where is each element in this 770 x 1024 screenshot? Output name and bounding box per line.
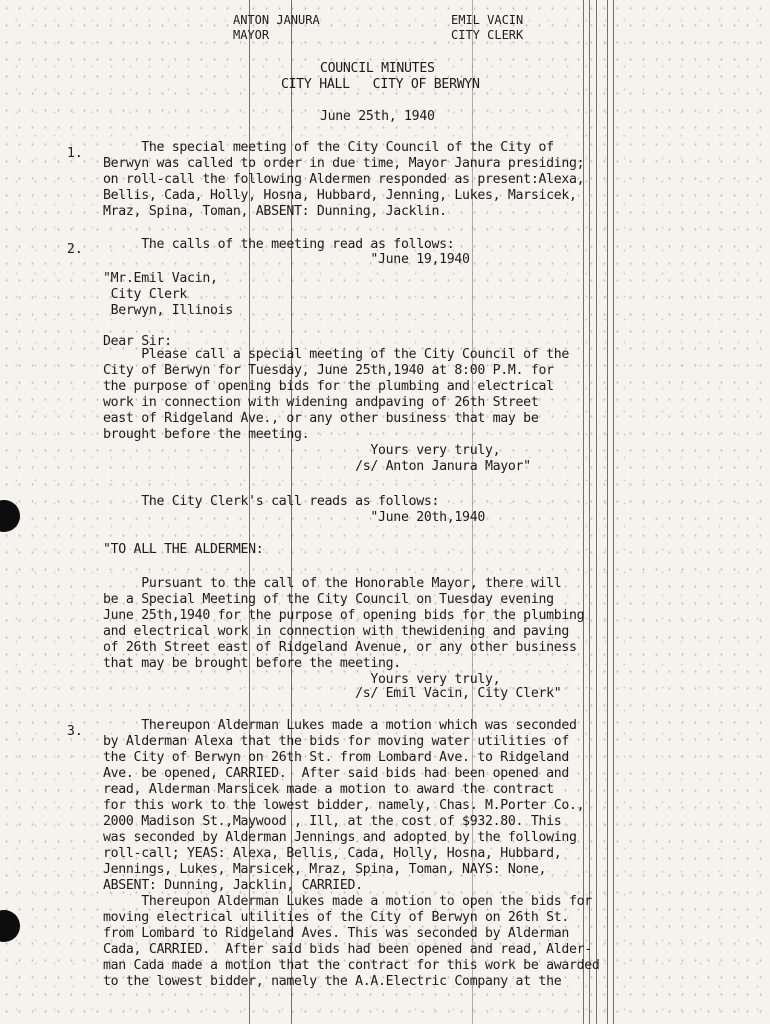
scan-line <box>596 0 597 1024</box>
item-line: was seconded by Alderman Jennings and adopted by the following <box>103 830 577 845</box>
item-line: June 25th,1940 for the purpose of opening bids for the plumbing <box>103 608 585 623</box>
item-line: ABSENT: Dunning, Jacklin, CARRIED. <box>103 878 363 893</box>
item-line: of 26th Street east of Ridgeland Avenue, or any other business <box>103 640 577 655</box>
document-subtitle: CITY HALL CITY OF BERWYN <box>281 77 480 92</box>
item-line: "June 19,1940 <box>103 252 470 267</box>
item-line: from Lombard to Ridgeland Aves. This was seconded by Alderman <box>103 926 570 941</box>
item-line: "TO ALL THE ALDERMEN: <box>103 542 264 557</box>
clerk-title: CITY CLERK <box>451 28 524 42</box>
item-line: man Cada made a motion that the contract for this work be awarded <box>103 958 600 973</box>
item-line: that may be brought before the meeting. <box>103 656 401 671</box>
item-line: Ave. be opened, CARRIED. After said bids had been opened and <box>103 766 570 781</box>
item-line: Yours very truly, <box>103 672 501 687</box>
item-line: to the lowest bidder, namely the A.A.Electric Company at the <box>103 974 562 989</box>
item-line: "Mr.Emil Vacin, <box>103 271 218 286</box>
item-line: Cada, CARRIED. After said bids had been opened and read, Alder- <box>103 942 592 957</box>
item-line: moving electrical utilities of the City of Berwyn on 26th St. <box>103 910 570 925</box>
item-line: Thereupon Alderman Lukes made a motion which was seconded <box>103 718 577 733</box>
item-line: Pursuant to the call of the Honorable Mayor, there will <box>103 576 562 591</box>
item-line: "June 20th,1940 <box>103 510 485 525</box>
item-line: brought before the meeting. <box>103 427 310 442</box>
item-line: Thereupon Alderman Lukes made a motion to open the bids for <box>103 894 592 909</box>
item-line: The City Clerk's call reads as follows: <box>103 494 440 509</box>
item-line: roll-call; YEAS: Alexa, Bellis, Cada, Holly, Hosna, Hubbard, <box>103 846 562 861</box>
scan-line <box>583 0 584 1024</box>
meeting-date: June 25th, 1940 <box>320 109 435 124</box>
item-line: Berwyn was called to order in due time, Mayor Janura presiding; <box>103 156 585 171</box>
item-line: /s/ Emil Vacin, City Clerk" <box>103 686 562 701</box>
item-line: and electrical work in connection with thewidening and paving <box>103 624 570 639</box>
item-line: 2000 Madison St.,Maywood , Ill, at the cost of $932.80. This <box>103 814 562 829</box>
item-number: 2. <box>67 242 83 257</box>
item-line: City of Berwyn for Tuesday, June 25th,1940 at 8:00 P.M. for <box>103 363 554 378</box>
mayor-name: ANTON JANURA <box>233 13 320 27</box>
item-line: Mraz, Spina, Toman, ABSENT: Dunning, Jacklin. <box>103 204 447 219</box>
item-line: work in connection with widening andpaving of 26th Street <box>103 395 539 410</box>
item-line: Please call a special meeting of the City Council of the <box>103 347 570 362</box>
item-line: by Alderman Alexa that the bids for moving water utilities of <box>103 734 570 749</box>
document-title: COUNCIL MINUTES <box>320 61 435 76</box>
item-line: read, Alderman Marsicek made a motion to award the contract <box>103 782 554 797</box>
mayor-title: MAYOR <box>233 28 270 42</box>
item-line: Jennings, Lukes, Marsicek, Mraz, Spina, Toman, NAYS: None, <box>103 862 547 877</box>
item-line: the City of Berwyn on 26th St. from Lombard Ave. to Ridgeland <box>103 750 570 765</box>
item-line: The special meeting of the City Council of the City of <box>103 140 554 155</box>
item-line: City Clerk <box>103 287 188 302</box>
item-number: 3. <box>67 724 83 739</box>
item-line: east of Ridgeland Ave., or any other business that may be <box>103 411 539 426</box>
clerk-name: EMIL VACIN <box>451 13 524 27</box>
scan-line <box>613 0 614 1024</box>
item-number: 1. <box>67 146 83 161</box>
item-line: Yours very truly, <box>103 443 501 458</box>
item-line: Bellis, Cada, Holly, Hosna, Hubbard, Jenning, Lukes, Marsicek, <box>103 188 577 203</box>
item-line: The calls of the meeting read as follows: <box>103 237 455 252</box>
item-line: Dear Sir: <box>103 334 172 349</box>
item-line: Berwyn, Illinois <box>103 303 233 318</box>
item-line: on roll-call the following Aldermen responded as present:Alexa, <box>103 172 585 187</box>
item-line: be a Special Meeting of the City Council on Tuesday evening <box>103 592 554 607</box>
item-line: the purpose of opening bids for the plumbing and electrical <box>103 379 554 394</box>
item-line: /s/ Anton Janura Mayor" <box>103 459 531 474</box>
scan-line <box>607 0 608 1024</box>
item-line: for this work to the lowest bidder, namely, Chas. M.Porter Co., <box>103 798 585 813</box>
scan-line <box>589 0 590 1024</box>
